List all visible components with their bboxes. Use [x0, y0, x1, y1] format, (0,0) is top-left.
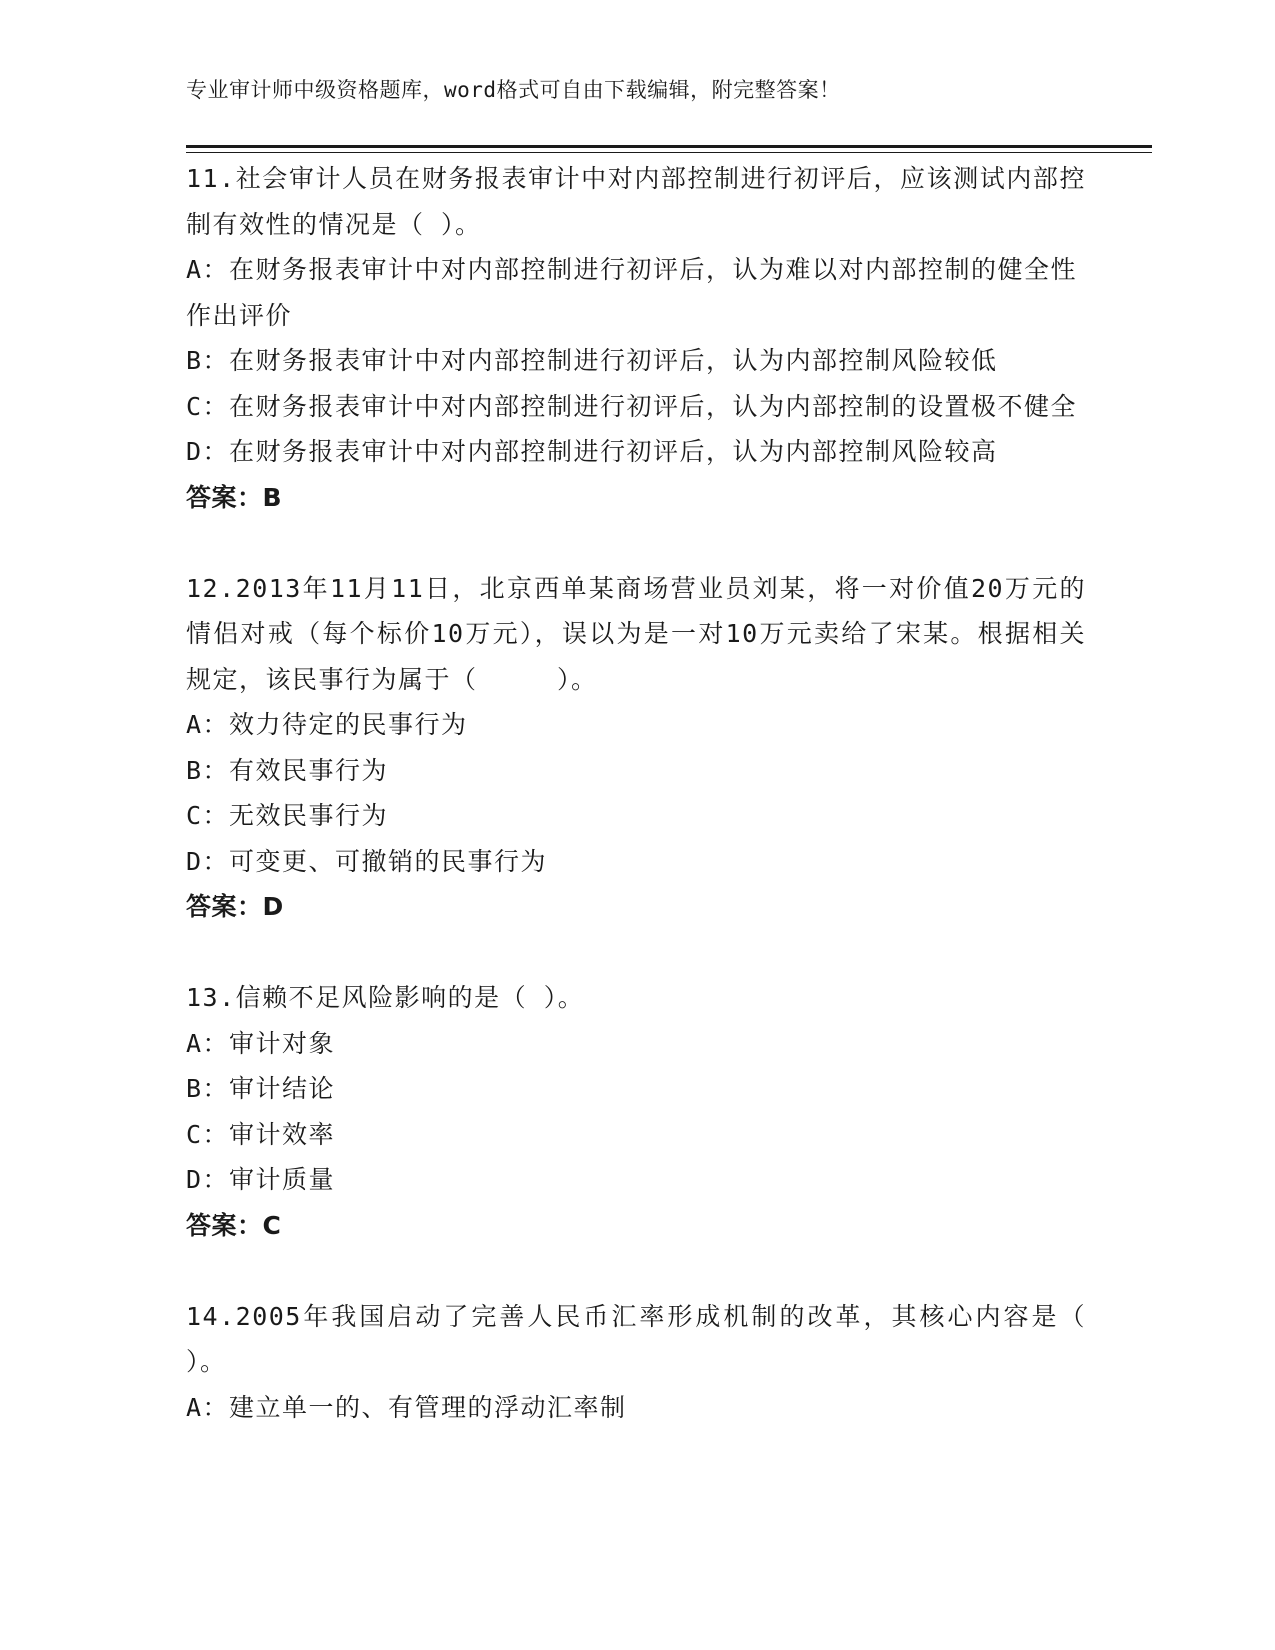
page-header: 专业审计师中级资格题库，word格式可自由下载编辑，附完整答案！ [186, 78, 841, 102]
option-c: C：在财务报表审计中对内部控制进行初评后，认为内部控制的设置极不健全 [186, 391, 1078, 421]
question-stem: 12.2013年11月11日，北京西单某商场营业员刘某，将一对价值20万元的情侣对戒（每个标价10万元），误以为是一对10万元卖给了宋某。根据相关规定，该民事行为属于（ ）。 [186, 573, 1086, 694]
question-11 [186, 156, 1086, 520]
answer-value: D [262, 892, 284, 921]
option-d: D：在财务报表审计中对内部控制进行初评后，认为内部控制风险较高 [186, 437, 998, 466]
question-12 [186, 566, 1086, 930]
question-14 [186, 1294, 1086, 1431]
question-stem: 13.信赖不足风险影响的是（ ）。 [186, 983, 585, 1012]
option-c: C：审计效率 [186, 1119, 336, 1149]
question-stem: 14.2005年我国启动了完善人民币汇率形成机制的改革，其核心内容是（ ）。 [186, 1301, 1086, 1376]
answer-label: 答案： [186, 892, 263, 921]
option-b: B：审计结论 [186, 1074, 336, 1103]
question-list [186, 156, 1086, 1476]
option-a: A：在财务报表审计中对内部控制进行初评后，认为难以对内部控制的健全性作出评价 [186, 255, 1078, 330]
answer-line [186, 475, 1086, 521]
answer-value: C [262, 1210, 282, 1240]
option-b: B：有效民事行为 [186, 755, 389, 785]
option-a: A：建立单一的、有管理的浮动汇率制 [186, 1392, 627, 1422]
header-divider [186, 145, 1152, 153]
option-b: B：在财务报表审计中对内部控制进行初评后，认为内部控制风险较低 [186, 346, 998, 375]
option-d: D：审计质量 [186, 1165, 336, 1194]
answer-line [186, 1203, 1086, 1249]
question-stem: 11.社会审计人员在财务报表审计中对内部控制进行初评后，应该测试内部控制有效性的情况是（ ）。 [186, 164, 1086, 239]
answer-label: 答案： [186, 1210, 263, 1240]
option-d: D：可变更、可撤销的民事行为 [186, 846, 548, 876]
question-13 [186, 975, 1086, 1248]
answer-label: 答案： [186, 482, 263, 512]
answer-value: B [262, 482, 283, 512]
option-a: A：效力待定的民事行为 [186, 710, 468, 739]
answer-line [186, 884, 1086, 930]
option-c: C：无效民事行为 [186, 801, 389, 830]
option-a: A：审计对象 [186, 1028, 336, 1058]
